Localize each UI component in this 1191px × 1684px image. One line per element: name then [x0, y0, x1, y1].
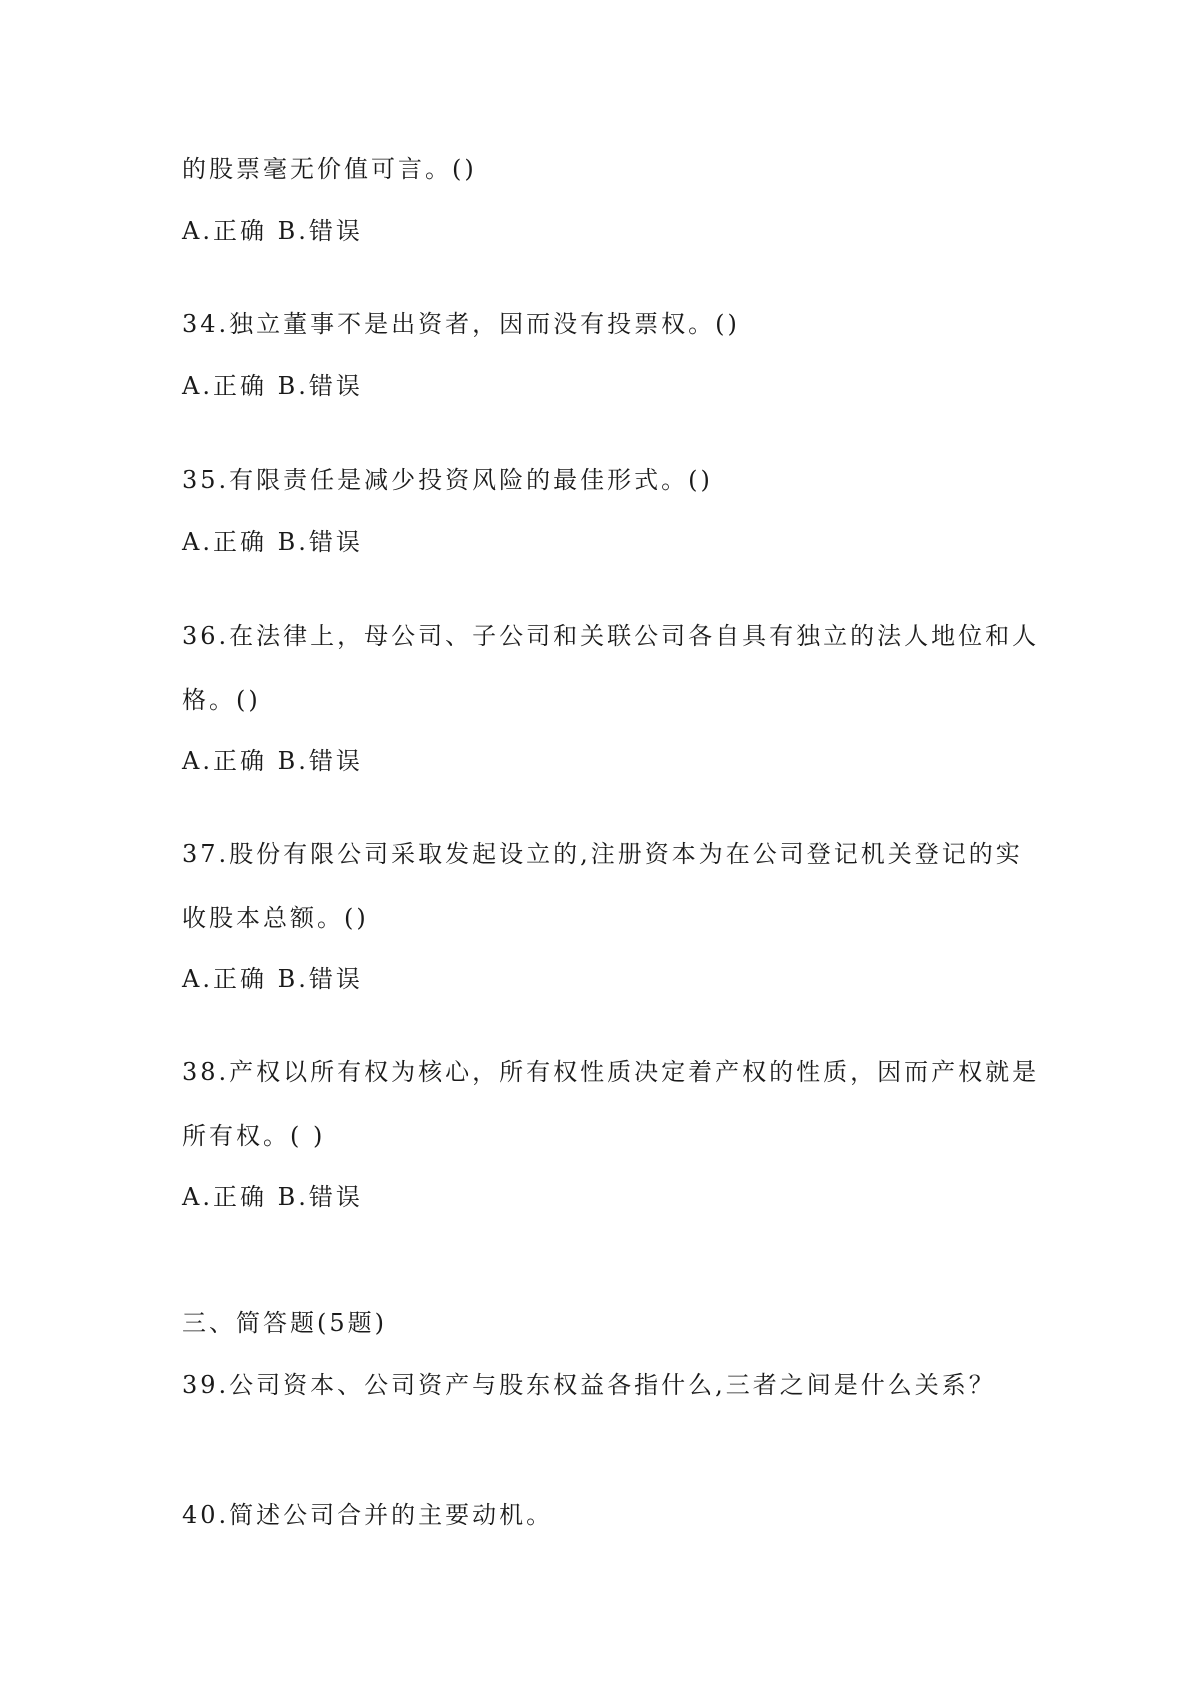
question-34-options: A.正确 B.错误 — [182, 372, 363, 400]
question-33-options: A.正确 B.错误 — [182, 217, 363, 245]
question-37-options: A.正确 B.错误 — [182, 965, 363, 993]
question-36-options: A.正确 B.错误 — [182, 747, 363, 775]
question-40-text: 40.简述公司合并的主要动机。 — [182, 1501, 554, 1529]
question-36-text-line2: 格。() — [182, 686, 261, 714]
question-37-text-line2: 收股本总额。() — [182, 904, 369, 932]
section-heading: 三、简答题(5题) — [182, 1309, 387, 1337]
question-35-options: A.正确 B.错误 — [182, 528, 363, 556]
question-38-text-line1: 38.产权以所有权为核心，所有权性质决定着产权的性质，因而产权就是 — [182, 1058, 1040, 1086]
question-35-text: 35.有限责任是减少投资风险的最佳形式。() — [182, 466, 713, 494]
question-34-text: 34.独立董事不是出资者，因而没有投票权。() — [182, 310, 740, 338]
question-36-text-line1: 36.在法律上，母公司、子公司和关联公司各自具有独立的法人地位和人 — [182, 622, 1040, 650]
question-38-text-line2: 所有权。( ) — [182, 1122, 326, 1150]
question-33-continuation: 的股票毫无价值可言。() — [182, 155, 477, 183]
question-38-options: A.正确 B.错误 — [182, 1183, 363, 1211]
question-39-text: 39.公司资本、公司资产与股东权益各指什么,三者之间是什么关系？ — [182, 1371, 996, 1399]
question-37-text-line1: 37.股份有限公司采取发起设立的,注册资本为在公司登记机关登记的实 — [182, 840, 1023, 868]
